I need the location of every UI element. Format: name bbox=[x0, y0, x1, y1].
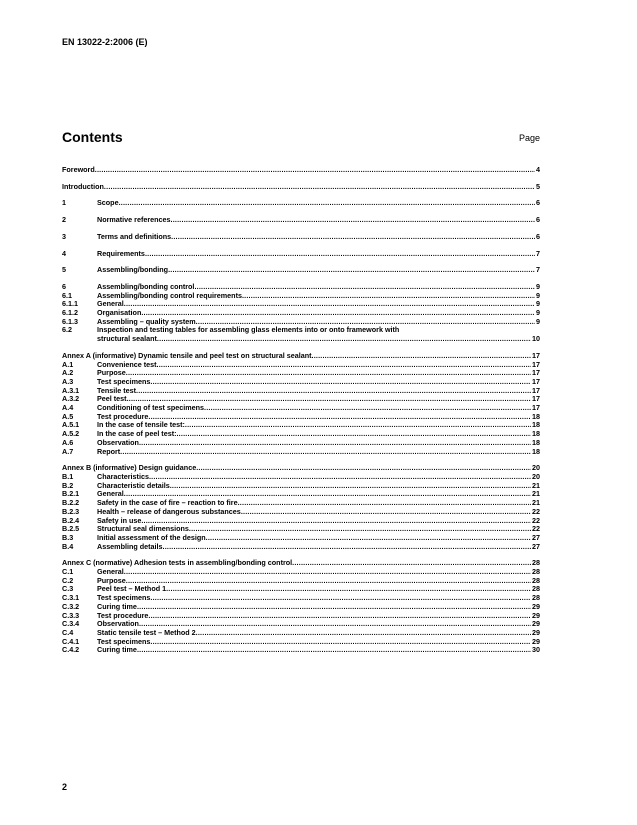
leader-dots bbox=[241, 508, 531, 517]
toc-entry-page: 29 bbox=[532, 601, 540, 611]
toc-entry-title: Requirements bbox=[97, 248, 145, 258]
toc-entry-page: 28 bbox=[532, 584, 540, 594]
leader-dots bbox=[196, 629, 531, 638]
leader-dots bbox=[136, 387, 531, 396]
toc-entry-title: Curing time bbox=[97, 601, 137, 611]
toc-entry-title: General bbox=[97, 489, 124, 499]
toc-entry-number: C.3 bbox=[62, 584, 74, 594]
toc-entry-title: Structural seal dimensions bbox=[97, 524, 189, 534]
toc-entry-number: A.3.2 bbox=[62, 394, 80, 404]
toc-entry-page: 6 bbox=[536, 231, 540, 241]
toc-entry-title: Foreword bbox=[62, 165, 95, 174]
leader-dots bbox=[171, 233, 535, 242]
toc-entry-title: Peel test bbox=[97, 394, 127, 404]
toc-entry-page: 7 bbox=[536, 248, 540, 258]
leader-dots bbox=[137, 646, 531, 655]
leader-dots bbox=[139, 439, 531, 448]
toc-entry-page: 9 bbox=[536, 308, 540, 318]
leader-dots bbox=[137, 603, 531, 612]
toc-entry-title: Test specimens bbox=[97, 593, 151, 603]
toc-entry-page: 18 bbox=[532, 446, 540, 456]
document-id: EN 13022-2:2006 (E) bbox=[62, 37, 148, 47]
toc-entry-page: 22 bbox=[532, 515, 540, 525]
toc-entry-page: 17 bbox=[532, 403, 540, 413]
toc-entry-page: 9 bbox=[536, 316, 540, 326]
toc-entry-number: A.1 bbox=[62, 359, 74, 369]
leader-dots bbox=[238, 499, 531, 508]
toc-entry-page: 22 bbox=[532, 524, 540, 534]
toc-entry-title: Safety in use bbox=[97, 515, 142, 525]
toc-entry[interactable] bbox=[62, 199, 540, 208]
toc-entry-page: 7 bbox=[536, 265, 540, 275]
leader-dots bbox=[196, 464, 531, 473]
toc-entry-number: A.6 bbox=[62, 437, 74, 447]
toc-entry-page: 18 bbox=[532, 411, 540, 421]
toc-entry-page: 17 bbox=[532, 376, 540, 386]
toc-entry-page: 28 bbox=[532, 575, 540, 585]
toc-entry-number: B.3 bbox=[62, 532, 74, 542]
toc-entry[interactable] bbox=[62, 250, 540, 259]
toc-entry-number: B.2.2 bbox=[62, 498, 80, 508]
toc-entry-title: General bbox=[97, 299, 124, 309]
toc-entry-title: In the case of tensile test: bbox=[97, 420, 185, 430]
toc-entry-page: 21 bbox=[532, 498, 540, 508]
leader-dots bbox=[157, 361, 531, 370]
toc-entry-title-continued: structural sealant bbox=[97, 334, 157, 344]
toc-entry-page: 29 bbox=[532, 636, 540, 646]
toc-entry-title: Annex C (normative) Adhesion tests in assembling/bonding control bbox=[62, 558, 293, 568]
toc-entry[interactable] bbox=[62, 326, 540, 343]
toc-entry-number: 6.1.1 bbox=[62, 299, 78, 309]
leader-dots bbox=[120, 448, 531, 457]
table-of-contents bbox=[62, 166, 540, 655]
toc-entry-number: A.7 bbox=[62, 446, 74, 456]
toc-entry-number: A.2 bbox=[62, 368, 74, 378]
toc-entry-number: 2 bbox=[62, 215, 66, 225]
toc-entry-title: Test specimens bbox=[97, 636, 151, 646]
toc-entry-title: Scope bbox=[97, 198, 119, 208]
leader-dots bbox=[168, 266, 535, 275]
toc-entry-number: 1 bbox=[62, 198, 66, 208]
toc-entry-title: Characteristic details bbox=[97, 480, 170, 490]
toc-entry-title: General bbox=[97, 567, 124, 577]
toc-entry[interactable] bbox=[62, 646, 540, 655]
toc-entry-title: Static tensile test – Method 2 bbox=[97, 627, 196, 637]
toc-entry[interactable] bbox=[62, 183, 540, 192]
toc-entry-page: 4 bbox=[536, 165, 540, 174]
toc-entry-number: C.4.2 bbox=[62, 645, 80, 655]
toc-entry-number: A.3 bbox=[62, 376, 74, 386]
leader-dots bbox=[126, 577, 531, 586]
toc-entry-title: Convenience test bbox=[97, 359, 157, 369]
leader-dots bbox=[171, 216, 535, 225]
toc-entry-title: Purpose bbox=[97, 368, 126, 378]
toc-entry-title: Test procedure bbox=[97, 411, 149, 421]
toc-entry-number: 6 bbox=[62, 281, 66, 291]
toc-entry-page: 6 bbox=[536, 198, 540, 208]
leader-dots bbox=[163, 543, 531, 552]
toc-entry-page: 18 bbox=[532, 429, 540, 439]
leader-dots bbox=[119, 199, 535, 208]
toc-entry-page: 28 bbox=[532, 558, 540, 568]
toc-entry-number: 6.1.2 bbox=[62, 308, 78, 318]
leader-dots bbox=[150, 378, 531, 387]
toc-entry-page: 17 bbox=[532, 359, 540, 369]
leader-dots bbox=[166, 585, 531, 594]
leader-dots bbox=[157, 335, 531, 344]
toc-entry-number: 6.1.3 bbox=[62, 316, 78, 326]
leader-dots bbox=[194, 283, 535, 292]
toc-entry-page: 17 bbox=[532, 385, 540, 395]
toc-entry-page: 27 bbox=[532, 541, 540, 551]
toc-entry-page: 5 bbox=[536, 181, 540, 191]
toc-entry[interactable] bbox=[62, 166, 540, 175]
toc-entry-page: 18 bbox=[532, 437, 540, 447]
toc-entry-page: 27 bbox=[532, 532, 540, 542]
toc-entry-number: B.2.3 bbox=[62, 506, 80, 516]
toc-entry-title: Tensile test bbox=[97, 385, 137, 395]
toc-entry-title: Annex A (informative) Dynamic tensile and peel test on structural sealant bbox=[62, 350, 312, 360]
toc-entry-number: A.3.1 bbox=[62, 385, 80, 395]
toc-entry[interactable] bbox=[62, 559, 540, 568]
toc-entry-page: 10 bbox=[532, 334, 540, 344]
toc-entry-page: 20 bbox=[532, 471, 540, 481]
toc-entry-title: Assembling details bbox=[97, 541, 163, 551]
toc-entry-page: 30 bbox=[532, 645, 540, 655]
toc-entry-title: Initial assessment of the design bbox=[97, 532, 206, 542]
leader-dots bbox=[176, 430, 531, 439]
toc-entry-number: C.2 bbox=[62, 575, 74, 585]
toc-entry-number: B.2.5 bbox=[62, 524, 80, 534]
leader-dots bbox=[124, 300, 535, 309]
toc-entry-page: 29 bbox=[532, 627, 540, 637]
toc-entry-number: 6.2 bbox=[62, 325, 72, 335]
leader-dots bbox=[189, 525, 531, 534]
toc-entry[interactable] bbox=[62, 387, 540, 396]
toc-entry[interactable] bbox=[62, 543, 540, 552]
toc-entry-number: A.5.1 bbox=[62, 420, 80, 430]
toc-entry[interactable] bbox=[62, 361, 540, 370]
toc-entry-number: A.5.2 bbox=[62, 429, 80, 439]
page-column-label: Page bbox=[518, 133, 540, 143]
toc-entry-title: Assembling/bonding control requirements bbox=[97, 290, 242, 300]
toc-entry-page: 17 bbox=[532, 368, 540, 378]
toc-entry-number: C.3.2 bbox=[62, 601, 80, 611]
toc-entry-title: Report bbox=[97, 446, 121, 456]
leader-dots bbox=[124, 568, 531, 577]
leader-dots bbox=[204, 404, 531, 413]
toc-entry[interactable] bbox=[62, 266, 540, 275]
toc-entry-title: Assembling – quality system bbox=[97, 316, 196, 326]
toc-entry-title: Organisation bbox=[97, 308, 142, 318]
toc-entry[interactable] bbox=[62, 233, 540, 242]
leader-dots bbox=[292, 559, 531, 568]
toc-entry-number: B.2 bbox=[62, 480, 74, 490]
toc-entry[interactable] bbox=[62, 482, 540, 491]
leader-dots bbox=[148, 413, 531, 422]
toc-entry-page: 20 bbox=[532, 463, 540, 473]
contents-heading: Contents bbox=[62, 129, 123, 145]
toc-entry-number: C.1 bbox=[62, 567, 74, 577]
toc-entry-title: Purpose bbox=[97, 575, 126, 585]
toc-entry[interactable] bbox=[62, 568, 540, 577]
toc-entry[interactable] bbox=[62, 216, 540, 225]
toc-entry-page: 9 bbox=[536, 299, 540, 309]
toc-entry-page: 6 bbox=[536, 215, 540, 225]
toc-entry-page: 9 bbox=[536, 281, 540, 291]
toc-entry-page: 18 bbox=[532, 420, 540, 430]
leader-dots bbox=[145, 250, 535, 259]
toc-entry-page: 21 bbox=[532, 480, 540, 490]
leader-dots bbox=[104, 183, 535, 192]
toc-entry-title: Health – release of dangerous substances bbox=[97, 506, 241, 516]
leader-dots bbox=[126, 369, 531, 378]
leader-dots bbox=[139, 620, 531, 629]
toc-entry-title: Safety in the case of fire – reaction to fire bbox=[97, 498, 238, 508]
toc-entry-number: 4 bbox=[62, 248, 66, 258]
toc-entry-title: Annex B (informative) Design guidance bbox=[62, 463, 197, 473]
toc-entry-number: C.4 bbox=[62, 627, 74, 637]
toc-entry[interactable] bbox=[62, 292, 540, 301]
leader-dots bbox=[242, 292, 535, 301]
leader-dots bbox=[150, 594, 531, 603]
toc-entry-number: A.4 bbox=[62, 403, 74, 413]
leader-dots bbox=[95, 166, 535, 175]
toc-entry-page: 28 bbox=[532, 567, 540, 577]
toc-entry-title: Assembling/bonding bbox=[97, 265, 169, 275]
page-number: 2 bbox=[62, 782, 68, 792]
toc-entry-number: C.3.3 bbox=[62, 610, 80, 620]
toc-entry-page: 28 bbox=[532, 593, 540, 603]
leader-dots bbox=[141, 309, 535, 318]
toc-entry-page: 29 bbox=[532, 610, 540, 620]
toc-entry-page: 22 bbox=[532, 506, 540, 516]
toc-entry-number: B.1 bbox=[62, 471, 74, 481]
leader-dots bbox=[150, 638, 531, 647]
leader-dots bbox=[141, 517, 531, 526]
toc-entry-page: 9 bbox=[536, 290, 540, 300]
toc-entry-title: Inspection and testing tables for assembling glass elements into or onto framework with bbox=[97, 325, 400, 335]
toc-entry-title: Introduction bbox=[62, 181, 104, 191]
toc-entry-title: Terms and definitions bbox=[97, 231, 172, 241]
toc-entry[interactable] bbox=[62, 439, 540, 448]
leader-dots bbox=[312, 352, 532, 361]
toc-entry-page: 21 bbox=[532, 489, 540, 499]
toc-entry-title: Observation bbox=[97, 437, 139, 447]
toc-entry-page: 17 bbox=[532, 350, 540, 360]
leader-dots bbox=[170, 482, 531, 491]
toc-entry-title: Assembling/bonding control bbox=[97, 281, 195, 291]
toc-entry-number: C.4.1 bbox=[62, 636, 80, 646]
leader-dots bbox=[149, 473, 531, 482]
toc-entry-number: 5 bbox=[62, 265, 66, 275]
toc-entry-number: C.3.1 bbox=[62, 593, 80, 603]
toc-entry-title: Normative references bbox=[97, 215, 171, 225]
toc-entry-title: Conditioning of test specimens bbox=[97, 403, 205, 413]
toc-entry-title: Curing time bbox=[97, 645, 137, 655]
toc-entry-page: 17 bbox=[532, 394, 540, 404]
toc-entry-number: 3 bbox=[62, 231, 66, 241]
toc-entry-number: B.2.1 bbox=[62, 489, 80, 499]
leader-dots bbox=[206, 534, 531, 543]
toc-entry-title: In the case of peel test: bbox=[97, 429, 177, 439]
toc-entry-number: B.4 bbox=[62, 541, 74, 551]
toc-entry-page: 29 bbox=[532, 619, 540, 629]
toc-entry-number: 6.1 bbox=[62, 290, 72, 300]
toc-entry-title: Observation bbox=[97, 619, 139, 629]
leader-dots bbox=[148, 612, 531, 621]
toc-entry-title: Characteristics bbox=[97, 471, 149, 481]
toc-entry-number: B.2.4 bbox=[62, 515, 80, 525]
toc-entry-title: Peel test – Method 1 bbox=[97, 584, 167, 594]
toc-entry-title: Test specimens bbox=[97, 376, 151, 386]
toc-entry-number: C.3.4 bbox=[62, 619, 80, 629]
toc-entry-title: Test procedure bbox=[97, 610, 149, 620]
toc-entry[interactable] bbox=[62, 448, 540, 457]
leader-dots bbox=[185, 421, 531, 430]
toc-entry-number: A.5 bbox=[62, 411, 74, 421]
